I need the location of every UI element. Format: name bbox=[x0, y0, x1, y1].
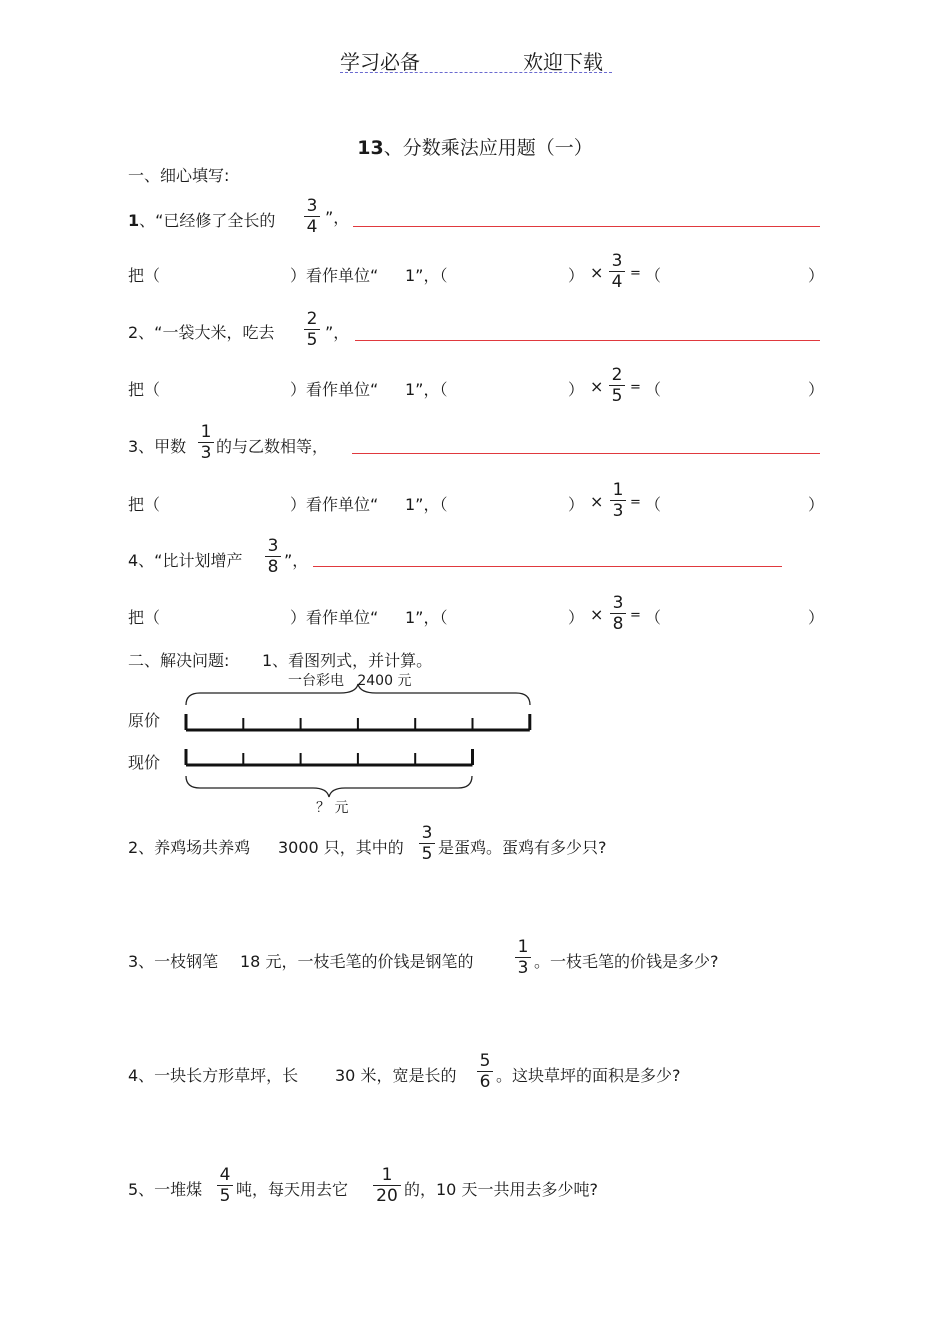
header-right: 欢迎下载 bbox=[523, 50, 603, 74]
title-number: 13 bbox=[357, 137, 384, 159]
item3-suffix: 的与乙数相等， bbox=[216, 437, 329, 456]
item4-frac-den: 8 bbox=[267, 557, 279, 577]
fill2-equals: = bbox=[630, 380, 641, 395]
q4-part-a: 4、一块长方形草坪，长 bbox=[128, 1066, 299, 1085]
current-price-bar bbox=[186, 749, 473, 765]
fill4-frac-num: 3 bbox=[612, 593, 624, 613]
fill4-one: 1”，（ bbox=[405, 608, 448, 627]
fill3-times: × bbox=[590, 492, 604, 511]
section1-heading: 一、细心填写: bbox=[128, 166, 230, 185]
fill2-frac-num: 2 bbox=[611, 365, 623, 385]
fill4-close: ） bbox=[568, 608, 585, 627]
item3-frac-num: 1 bbox=[200, 422, 212, 442]
diagram-row2-label: 现价 bbox=[128, 753, 161, 772]
title-text: 、分数乘法应用题（一） bbox=[383, 137, 593, 159]
fill1-close: ） bbox=[568, 266, 585, 285]
q3-part-c: 。一枝毛笔的价钱是多少? bbox=[534, 952, 719, 971]
fill4-frac-den: 8 bbox=[612, 614, 624, 634]
q2-part-b: 3000 只，其中的 bbox=[278, 838, 404, 857]
fill3-unit: ）看作单位“ bbox=[290, 495, 379, 514]
item4-frac-num: 3 bbox=[267, 536, 279, 556]
fill2-times: × bbox=[590, 377, 604, 396]
fill1-one: 1”，（ bbox=[405, 266, 448, 285]
item2-suffix: ”， bbox=[325, 323, 350, 342]
fill4-equals: = bbox=[630, 608, 641, 623]
q2-frac-num: 3 bbox=[421, 823, 433, 843]
q4-fraction bbox=[472, 1051, 498, 1092]
item4-text: 4、“比计划增产 bbox=[128, 551, 243, 570]
section2-heading: 二、解决问题: bbox=[128, 651, 230, 670]
fill4-ba: 把（ bbox=[128, 608, 161, 627]
fill3-equals: = bbox=[630, 495, 641, 510]
q4-part-b: 30 米，宽是长的 bbox=[335, 1066, 457, 1085]
item3-text: 3、甲数 bbox=[128, 437, 187, 456]
fill2-open: （ bbox=[645, 380, 662, 399]
q5-frac2-num: 1 bbox=[381, 1165, 393, 1185]
q2-part-c: 是蛋鸡。蛋鸡有多少只? bbox=[438, 838, 607, 857]
item1-frac-den: 4 bbox=[306, 217, 318, 237]
q4-part-c: 。这块草坪的面积是多少? bbox=[496, 1066, 681, 1085]
diagram-top-brace bbox=[186, 684, 530, 705]
item1-number: 1 bbox=[128, 211, 140, 230]
fill2-one: 1”，（ bbox=[405, 380, 448, 399]
fill1-frac-num: 3 bbox=[611, 251, 623, 271]
item4-suffix: ”， bbox=[284, 551, 309, 570]
q5-fraction2 bbox=[370, 1165, 404, 1206]
q5-part-b: 吨，每天用去它 bbox=[236, 1180, 349, 1199]
q5-fraction1 bbox=[212, 1165, 238, 1206]
fill1-frac-den: 4 bbox=[611, 272, 623, 292]
q3-frac-den: 3 bbox=[517, 958, 529, 978]
fill3-close: ） bbox=[568, 495, 585, 514]
section2-q1: 1、看图列式，并计算。 bbox=[262, 651, 433, 670]
item1-label: 、“已经修了全长的 bbox=[139, 211, 276, 230]
q5-part-c: 的，10 天一共用去多少吨? bbox=[404, 1180, 598, 1199]
q3-part-b: 18 元，一枝毛笔的价钱是钢笔的 bbox=[240, 952, 474, 971]
fill4-open: （ bbox=[645, 608, 662, 627]
item1-frac-num: 3 bbox=[306, 196, 318, 216]
fill2-unit: ）看作单位“ bbox=[290, 380, 379, 399]
fill1-equals: = bbox=[630, 266, 641, 281]
fill1-times: × bbox=[590, 263, 604, 282]
q4-frac-num: 5 bbox=[479, 1051, 491, 1071]
diagram-bottom-brace bbox=[186, 776, 472, 797]
fill3-frac-den: 3 bbox=[612, 501, 624, 521]
fill1-ba: 把（ bbox=[128, 266, 161, 285]
q5-frac1-num: 4 bbox=[219, 1165, 231, 1185]
fill2-close: ） bbox=[568, 380, 585, 399]
fill2-frac-den: 5 bbox=[611, 386, 623, 406]
q2-part-a: 2、养鸡场共养鸡 bbox=[128, 838, 251, 857]
fill1-open: （ bbox=[645, 266, 662, 285]
fill3-one: 1”，（ bbox=[405, 495, 448, 514]
fill4-unit: ）看作单位“ bbox=[290, 608, 379, 627]
fill4-close3: ） bbox=[808, 608, 825, 627]
diagram-top-label-text: 一台彩电 bbox=[288, 673, 344, 689]
fill2-close3: ） bbox=[808, 380, 825, 399]
item2-text: 2、“一袋大米，吃去 bbox=[128, 323, 275, 342]
fill3-close3: ） bbox=[808, 495, 825, 514]
diagram-row1-label: 原价 bbox=[128, 711, 161, 730]
fill3-ba: 把（ bbox=[128, 495, 161, 514]
item3-frac-den: 3 bbox=[200, 443, 212, 463]
q3-fraction bbox=[510, 937, 536, 978]
diagram-top-value: 2400 元 bbox=[357, 673, 412, 689]
q2-frac-den: 5 bbox=[421, 844, 433, 864]
fill3-frac-num: 1 bbox=[612, 480, 624, 500]
q5-frac2-den: 20 bbox=[376, 1186, 398, 1206]
diagram-bottom-label: ？ 元 bbox=[316, 800, 349, 816]
fill3-open: （ bbox=[645, 495, 662, 514]
fill1-unit: ）看作单位“ bbox=[290, 266, 379, 285]
fill2-ba: 把（ bbox=[128, 380, 161, 399]
original-price-bar bbox=[186, 714, 530, 730]
q5-part-a: 5、一堆煤 bbox=[128, 1180, 203, 1199]
q3-frac-num: 1 bbox=[517, 937, 529, 957]
q3-part-a: 3、一枝钢笔 bbox=[128, 952, 219, 971]
q2-fraction bbox=[414, 823, 440, 864]
header-left: 学习必备 bbox=[340, 50, 420, 74]
q4-frac-den: 6 bbox=[479, 1072, 491, 1092]
item1-suffix: ”， bbox=[325, 208, 350, 227]
item2-frac-num: 2 bbox=[306, 309, 318, 329]
q5-frac1-den: 5 bbox=[219, 1186, 231, 1206]
fill1-close3: ） bbox=[808, 266, 825, 285]
fill4-times: × bbox=[590, 605, 604, 624]
item2-frac-den: 5 bbox=[306, 330, 318, 350]
